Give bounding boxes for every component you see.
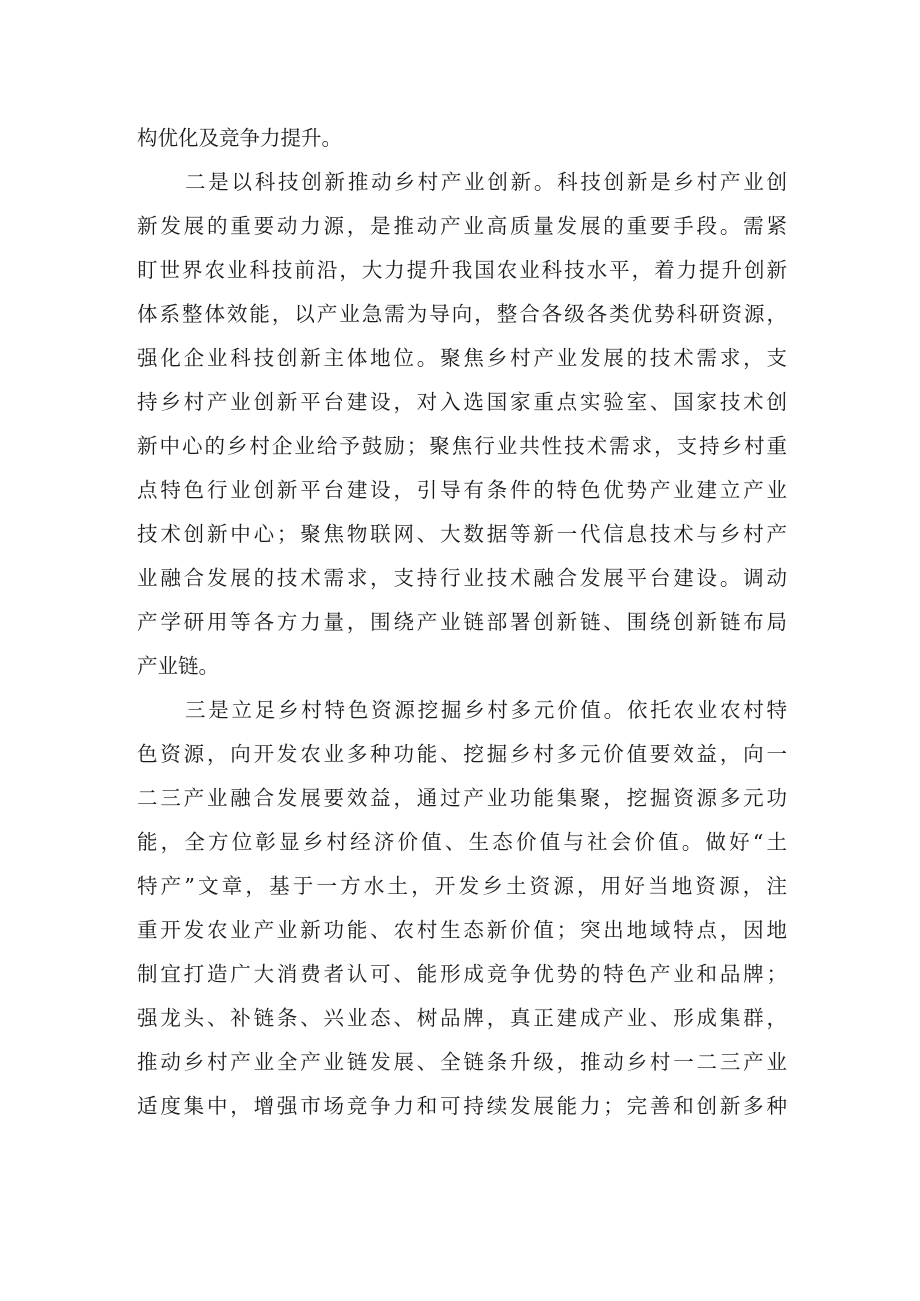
text-line: 技术创新中心；聚焦物联网、大数据等新一代信息技术与乡村产 [137, 522, 787, 546]
text-line: 二三产业融合发展要效益，通过产业功能集聚，挖掘资源多元功 [137, 786, 787, 810]
text-line: 强龙头、补链条、兴业态、树品牌，真正建成产业、形成集群， [137, 1006, 787, 1030]
text-line: 重开发农业产业新功能、农村生态新价值；突出地域特点，因地 [137, 918, 787, 942]
text-line: 制宜打造广大消费者认可、能形成竞争优势的特色产业和品牌； [137, 962, 787, 986]
text-line: 二是以科技创新推动乡村产业创新。科技创新是乡村产业创 [185, 170, 787, 194]
text-line: 三是立足乡村特色资源挖掘乡村多元价值。依托农业农村特 [185, 698, 787, 722]
text-line: 业融合发展的技术需求，支持行业技术融合发展平台建设。调动 [137, 566, 787, 590]
text-line: 构优化及竞争力提升。 [137, 126, 342, 150]
text-line: 能，全方位彰显乡村经济价值、生态价值与社会价值。做好“土 [137, 830, 787, 854]
text-line: 推动乡村产业全产业链发展、全链条升级，推动乡村一二三产业 [137, 1050, 787, 1074]
text-line: 体系整体效能，以产业急需为导向，整合各级各类优势科研资源， [137, 302, 787, 326]
text-line: 新发展的重要动力源，是推动产业高质量发展的重要手段。需紧 [137, 214, 787, 238]
text-line: 适度集中，增强市场竞争力和可持续发展能力；完善和创新多种 [137, 1094, 787, 1118]
text-line: 色资源，向开发农业多种功能、挖掘乡村多元价值要效益，向一 [137, 742, 787, 766]
text-line: 强化企业科技创新主体地位。聚焦乡村产业发展的技术需求，支 [137, 346, 787, 370]
text-line: 持乡村产业创新平台建设，对入选国家重点实验室、国家技术创 [137, 390, 787, 414]
text-line: 产业链。 [137, 654, 219, 678]
text-line: 盯世界农业科技前沿，大力提升我国农业科技水平，着力提升创新 [137, 258, 787, 282]
text-line: 新中心的乡村企业给予鼓励；聚焦行业共性技术需求，支持乡村重 [137, 434, 787, 458]
text-line: 产学研用等各方力量，围绕产业链部署创新链、围绕创新链布局 [137, 610, 787, 634]
text-line: 点特色行业创新平台建设，引导有条件的特色优势产业建立产业 [137, 478, 787, 502]
text-line: 特产”文章，基于一方水土，开发乡土资源，用好当地资源，注 [137, 874, 787, 898]
